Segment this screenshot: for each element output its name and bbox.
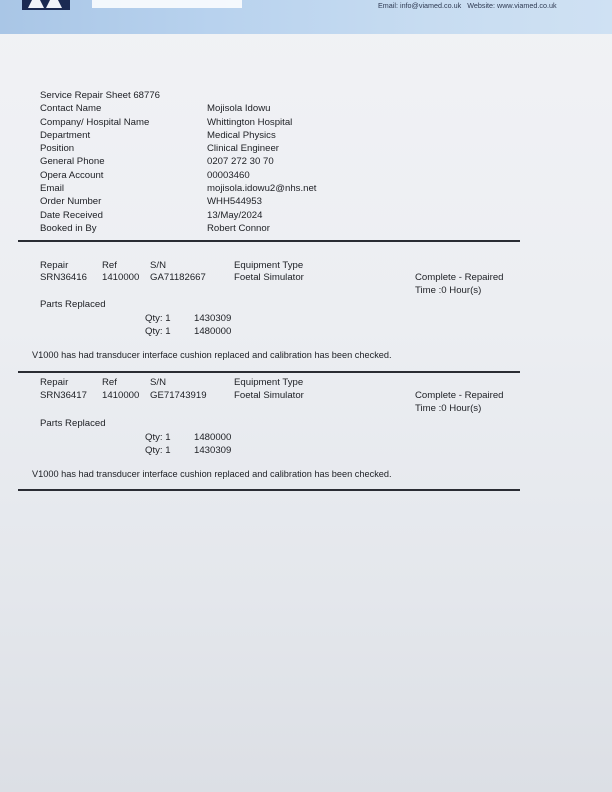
field-label: Booked in By	[40, 222, 97, 234]
part-code: 1480000	[194, 432, 232, 443]
repair-equipment: Foetal Simulator	[234, 272, 304, 283]
field-label: Date Received	[40, 209, 103, 221]
part-code: 1480000	[194, 326, 232, 337]
field-label: Department	[40, 129, 91, 141]
field-value: mojisola.idowu2@nhs.net	[207, 183, 317, 195]
repair-ref: 1410000	[102, 390, 140, 401]
info-row	[40, 116, 440, 129]
field-value: Medical Physics	[207, 129, 276, 141]
repair-equipment: Foetal Simulator	[234, 390, 304, 401]
field-label: Order Number	[40, 196, 102, 208]
col-header-ref: Ref	[102, 377, 117, 388]
info-row	[40, 195, 440, 208]
contact-email: Email: info@viamed.co.uk	[378, 1, 462, 10]
col-header-equipment-type: Equipment Type	[234, 377, 304, 388]
contact-line	[378, 1, 557, 10]
field-label: Company/ Hospital Name	[40, 116, 150, 128]
repair-ref: 1410000	[102, 272, 140, 283]
field-label: Email	[40, 183, 64, 195]
repair-time: Time :0 Hour(s)	[415, 285, 482, 296]
divider	[18, 371, 520, 373]
field-value: 13/May/2024	[207, 209, 263, 221]
contact-website: Website: www.viamed.co.uk	[467, 1, 557, 10]
sheet-title: Service Repair Sheet 68776	[40, 90, 160, 101]
repair-note: V1000 has had transducer interface cushion replaced and calibration has been checked.	[32, 469, 392, 479]
field-value: Whittington Hospital	[207, 116, 293, 128]
field-label: Position	[40, 143, 75, 155]
repair-note: V1000 has had transducer interface cushion replaced and calibration has been checked.	[32, 350, 392, 360]
part-qty: Qty: 1	[145, 313, 171, 324]
repair-number: SRN36416	[40, 272, 87, 283]
company-logo	[22, 0, 70, 10]
parts-replaced-label: Parts Replaced	[40, 299, 106, 310]
field-value: 0207 272 30 70	[207, 156, 274, 168]
info-row	[40, 102, 440, 115]
col-header-sn: S/N	[150, 260, 166, 271]
repair-time: Time :0 Hour(s)	[415, 403, 482, 414]
field-label: Contact Name	[40, 103, 102, 115]
field-value: Mojisola Idowu	[207, 103, 271, 115]
info-row	[40, 169, 440, 182]
info-row	[40, 142, 440, 155]
repair-number: SRN36417	[40, 390, 87, 401]
divider	[18, 240, 520, 242]
info-row	[40, 155, 440, 168]
field-value: WHH544953	[207, 196, 262, 208]
col-header-repair: Repair	[40, 260, 69, 271]
field-value: Robert Connor	[207, 222, 270, 234]
info-row	[40, 182, 440, 195]
letterhead-band	[0, 0, 612, 34]
field-label: Opera Account	[40, 169, 104, 181]
sheet-title-row	[40, 89, 440, 102]
info-row	[40, 209, 440, 222]
sheet-info	[40, 89, 440, 235]
field-label: General Phone	[40, 156, 105, 168]
part-code: 1430309	[194, 313, 232, 324]
repair-status: Complete - Repaired	[415, 390, 504, 401]
repair-serial: GE71743919	[150, 390, 207, 401]
info-row	[40, 222, 440, 235]
field-value: Clinical Engineer	[207, 143, 279, 155]
brand-wordmark	[92, 0, 242, 8]
part-qty: Qty: 1	[145, 326, 171, 337]
repair-status: Complete - Repaired	[415, 272, 504, 283]
info-row	[40, 129, 440, 142]
part-code: 1430309	[194, 445, 232, 456]
col-header-ref: Ref	[102, 260, 117, 271]
col-header-repair: Repair	[40, 377, 69, 388]
col-header-equipment-type: Equipment Type	[234, 260, 304, 271]
col-header-sn: S/N	[150, 377, 166, 388]
repair-serial: GA71182667	[150, 272, 206, 283]
parts-replaced-label: Parts Replaced	[40, 418, 106, 429]
field-value: 00003460	[207, 169, 250, 181]
divider	[18, 489, 520, 491]
part-qty: Qty: 1	[145, 445, 171, 456]
part-qty: Qty: 1	[145, 432, 171, 443]
